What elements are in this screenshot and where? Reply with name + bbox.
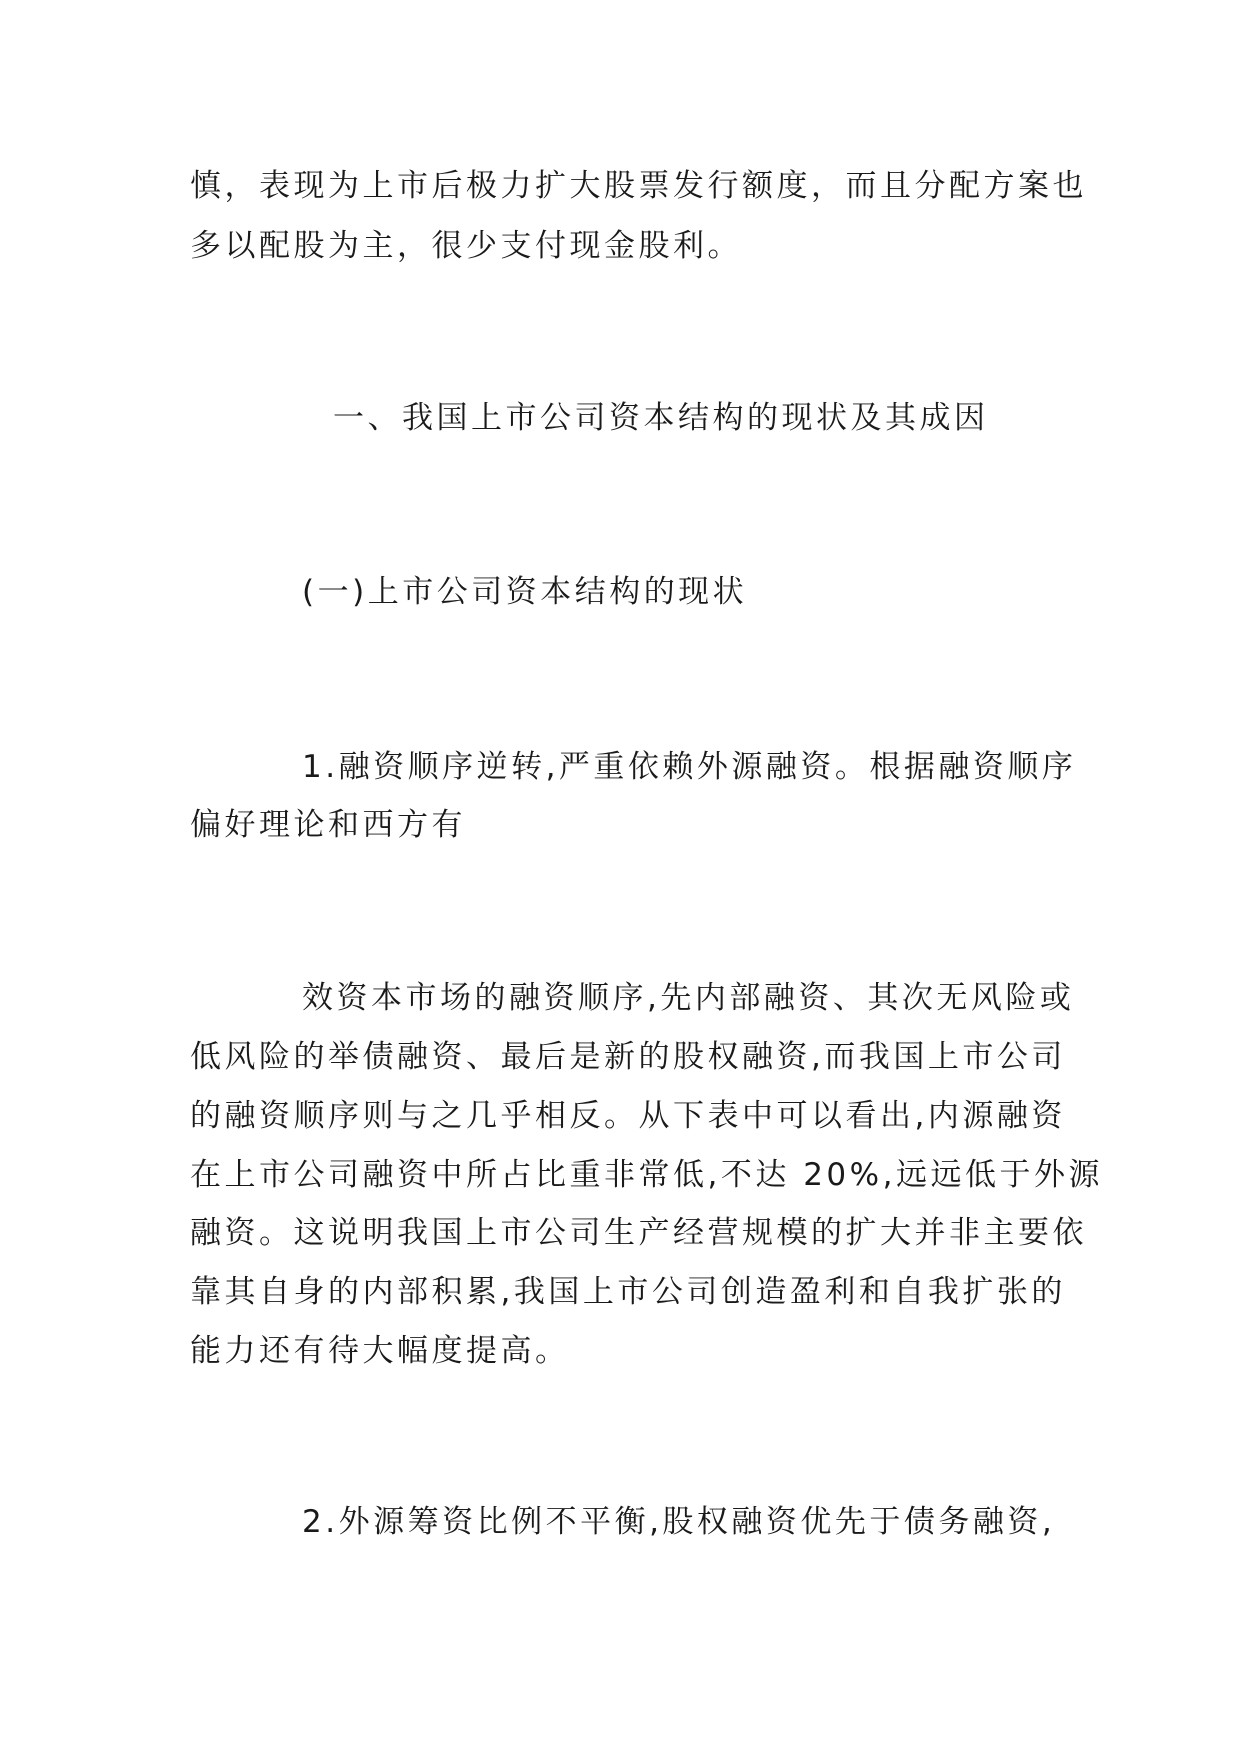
point1-line-1: 1.融资顺序逆转,严重依赖外源融资。根据融资顺序	[302, 749, 1077, 785]
body-line-7: 能力还有待大幅度提高。	[190, 1333, 570, 1369]
body-line-4: 在上市公司融资中所占比重非常低,不达 20%,远远低于外源	[190, 1157, 1103, 1193]
point2-line-1: 2.外源筹资比例不平衡,股权融资优先于债务融资,	[302, 1504, 1056, 1540]
intro-line-2: 多以配股为主，很少支付现金股利。	[190, 228, 742, 264]
body-line-1: 效资本市场的融资顺序,先内部融资、其次无风险或	[302, 980, 1075, 1016]
body-line-3: 的融资顺序则与之几乎相反。从下表中可以看出,内源融资	[190, 1098, 1066, 1134]
body-line-6: 靠其自身的内部积累,我国上市公司创造盈利和自我扩张的	[190, 1274, 1066, 1310]
body-line-5: 融资。这说明我国上市公司生产经营规模的扩大并非主要依	[190, 1215, 1087, 1251]
section-heading: 一、我国上市公司资本结构的现状及其成因	[333, 400, 989, 436]
intro-line-1: 慎，表现为上市后极力扩大股票发行额度，而且分配方案也	[190, 168, 1087, 204]
point1-line-2: 偏好理论和西方有	[190, 807, 466, 843]
body-line-2: 低风险的举债融资、最后是新的股权融资,而我国上市公司	[190, 1039, 1066, 1075]
subsection-heading: (一)上市公司资本结构的现状	[302, 574, 748, 610]
